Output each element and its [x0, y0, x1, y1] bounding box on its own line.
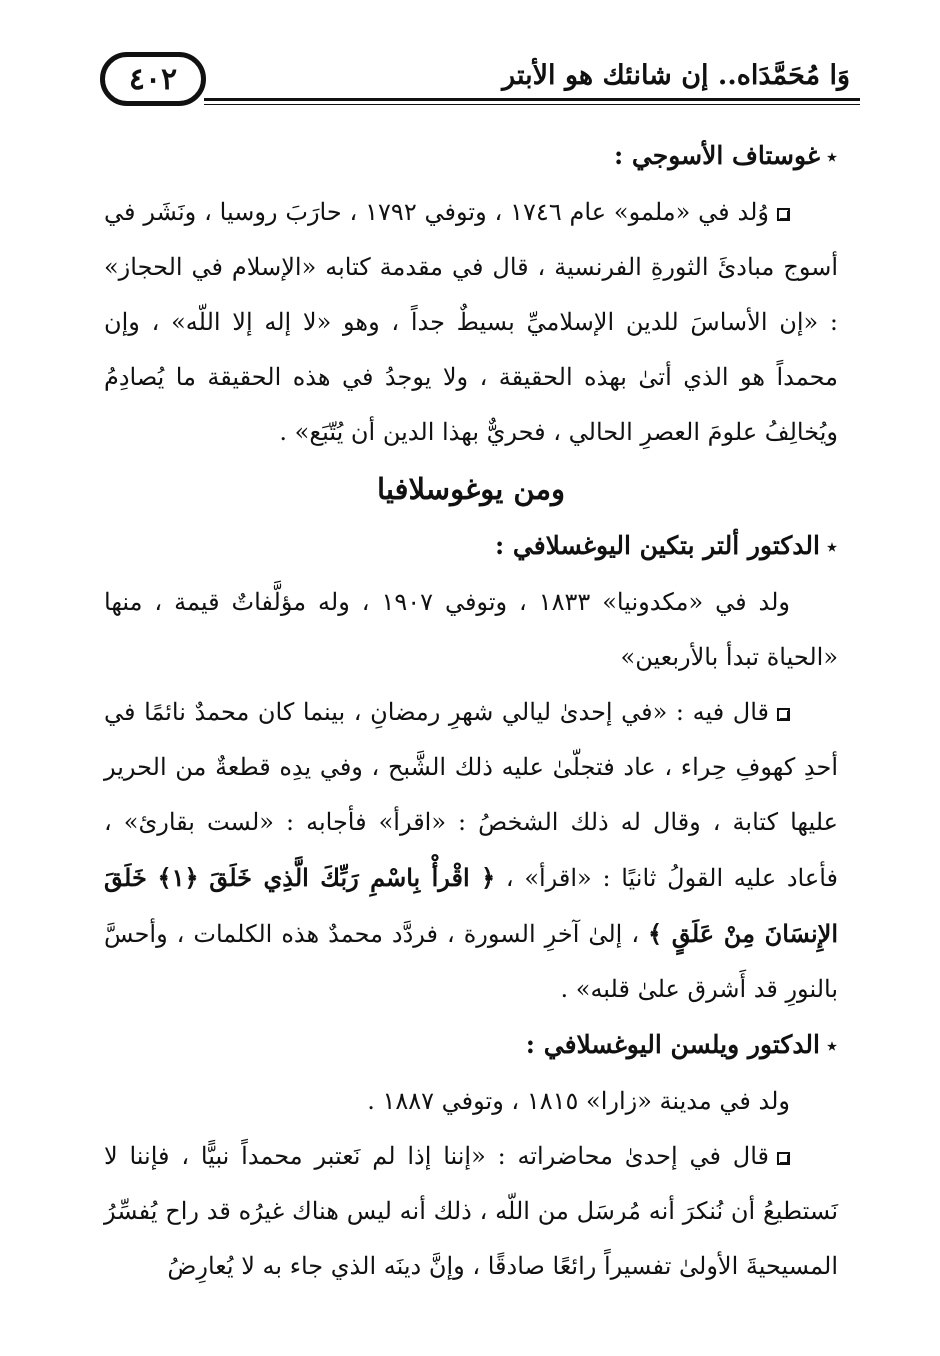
page-header	[100, 52, 860, 114]
checkbox-square-icon	[777, 1152, 790, 1165]
paragraph-text: ، إلىٰ آخرِ السورة ، فردَّد محمدٌ هذه الكلمات ، وأحسَّ بالنورِ قد أَشرق علىٰ قلبه» .	[104, 920, 838, 1003]
paragraph-text: قال فيه : «في إحدىٰ ليالي شهرِ رمضانِ ، بينما كان محمدٌ نائمًا في أحدِ كهوفِ حِراء ، عاد فتجلّىٰ عليه ذلك الشَّبح ، وفي يدِه قطعةٌ من الحرير عليها كتابة ، وقال له ذلك الشخصُ : «اقرأ» فأجابه : «لست بقارئ» ، فأعاد عليه القولُ ثانيًا : «اقرأ» ،	[104, 698, 838, 892]
paragraph	[104, 185, 838, 460]
header-rule	[204, 98, 860, 101]
checkbox-square-icon	[777, 708, 790, 721]
star-bullet-icon: ٭	[826, 535, 838, 560]
running-title: وَا مُحَمَّدَاه.. إن شانئك هو الأبتر	[502, 60, 850, 91]
paragraph	[104, 1129, 838, 1294]
quran-verse: ﴿ اقْرأْ بِاسْمِ رَبِّكَ الَّذِي خَلَقَ	[209, 863, 496, 892]
star-bullet-icon: ٭	[826, 145, 838, 170]
paragraph-text: قال في إحدىٰ محاضراته : «إننا إذا لم نَعتبر محمداً نبيًّا ، فإننا لا نَستطيعُ أن نُنكرَ أنه مُرسَل من اللّه ، ذلك أنه ليس هناك غيرُه قد راح يُفسِّرُ المسيحيةَ الأولىٰ تفسيراً رائعًا صادقًا ، وإنَّ دينَه الذي جاء به لا يُعارِضُ	[104, 1142, 838, 1280]
header-rule-thin	[204, 104, 860, 105]
entry-name: الدكتور ويلسن اليوغسلافي :	[525, 1030, 820, 1059]
paragraph-text: وُلد في «ملمو» عام ١٧٤٦ ، وتوفي ١٧٩٢ ، حارَبَ روسيا ، ونَشَر في أسوج مبادئَ الثورةِ الفرنسية ، قال في مقدمة كتابه «الإسلام في الحجاز» : «إن الأساسَ للدين الإسلاميِّ بسيطٌ جداً ، وهو «لا إله إلا اللّه» ، وإن محمداً هو الذي أتىٰ بهذه الحقيقة ، ولا يوجدُ في هذه الحقيقة ما يُصادِمُ ويُخالِفُ علومَ العصرِ الحالي ، فحريٌّ بهذا الدين أن يُتّبَع» .	[104, 198, 838, 446]
paragraph	[104, 685, 838, 1017]
quran-verse: خَلَقَ الإِنسَانَ مِنْ عَلَقٍ ﴾	[104, 863, 839, 948]
paragraph: ولد في «مكدونيا» ١٨٣٣ ، وتوفي ١٩٠٧ ، وله مؤلَّفاتٌ قيمة ، منها «الحياة تبدأ بالأربعين»	[104, 588, 838, 671]
star-bullet-icon: ٭	[826, 1034, 838, 1059]
entry-heading	[104, 518, 838, 575]
page-number: ٤٠٢	[128, 61, 178, 97]
entry-heading	[104, 128, 838, 185]
entry-name: غوستاف الأسوجي :	[613, 141, 820, 170]
checkbox-square-icon	[777, 208, 790, 221]
page-number-badge	[100, 52, 206, 106]
section-heading: ومن يوغوسلافيا	[377, 472, 565, 506]
verse-number: ﴿١﴾	[157, 863, 199, 892]
entry-name: الدكتور ألتر بتكين اليوغسلافي :	[494, 531, 820, 560]
entry-heading	[104, 1017, 838, 1074]
paragraph: ولد في مدينة «زارا» ١٨١٥ ، وتوفي ١٨٨٧ .	[367, 1087, 790, 1115]
page-body	[104, 128, 838, 1294]
